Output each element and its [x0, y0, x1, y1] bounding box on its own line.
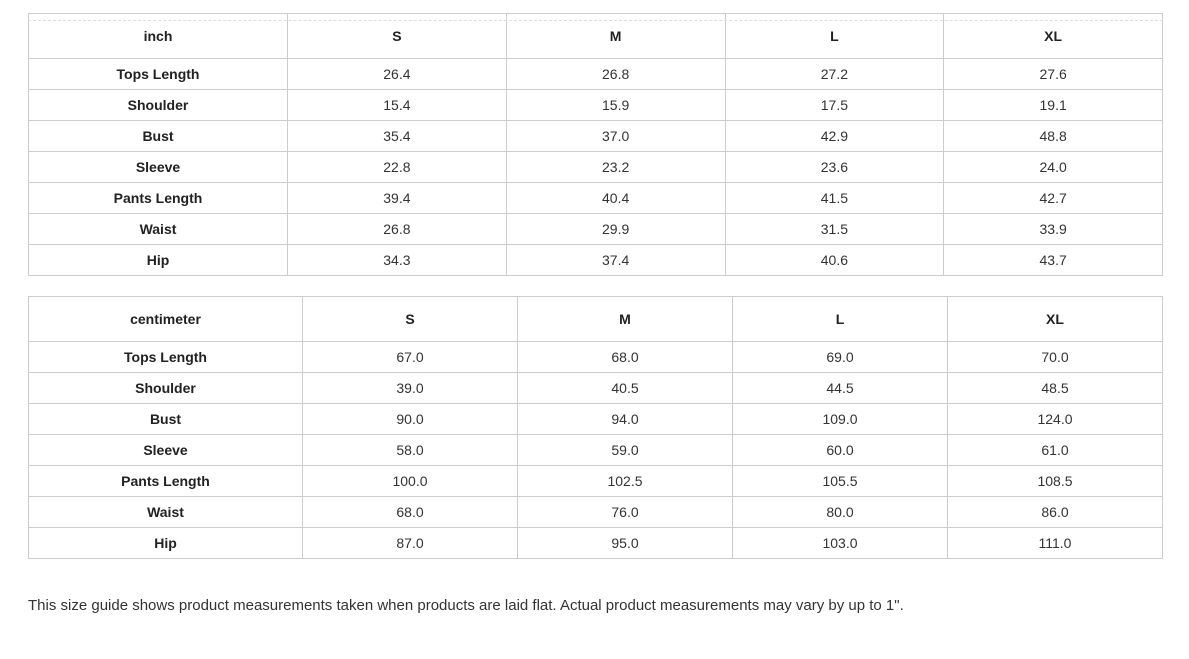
measurement-value-cell: 60.0 [733, 435, 948, 466]
top-divider [28, 20, 1163, 21]
measurement-value-cell: 95.0 [518, 528, 733, 559]
measurement-value-cell: 29.9 [506, 214, 725, 245]
size-header-cell: XL [944, 14, 1163, 59]
measurement-value-cell: 40.4 [506, 183, 725, 214]
measurement-value-cell: 40.5 [518, 373, 733, 404]
measurement-value-cell: 37.4 [506, 245, 725, 276]
measurement-value-cell: 48.5 [948, 373, 1163, 404]
measurement-value-cell: 33.9 [944, 214, 1163, 245]
measurement-value-cell: 17.5 [725, 90, 944, 121]
measurement-value-cell: 27.6 [944, 59, 1163, 90]
measurement-label-cell: Waist [29, 214, 288, 245]
measurement-value-cell: 108.5 [948, 466, 1163, 497]
table-row [29, 404, 1163, 435]
measurement-value-cell: 39.0 [303, 373, 518, 404]
measurement-label-cell: Pants Length [29, 466, 303, 497]
table-row [29, 59, 1163, 90]
table-row [29, 90, 1163, 121]
unit-header-cell: inch [29, 14, 288, 59]
measurement-label-cell: Shoulder [29, 373, 303, 404]
size-header-cell: S [303, 297, 518, 342]
measurement-label-cell: Hip [29, 528, 303, 559]
table-row [29, 183, 1163, 214]
measurement-value-cell: 42.9 [725, 121, 944, 152]
measurement-value-cell: 24.0 [944, 152, 1163, 183]
measurement-value-cell: 37.0 [506, 121, 725, 152]
measurement-value-cell: 102.5 [518, 466, 733, 497]
size-header-cell: M [506, 14, 725, 59]
measurement-value-cell: 94.0 [518, 404, 733, 435]
measurement-label-cell: Bust [29, 121, 288, 152]
measurement-value-cell: 40.6 [725, 245, 944, 276]
measurement-value-cell: 15.4 [288, 90, 507, 121]
measurement-value-cell: 42.7 [944, 183, 1163, 214]
measurement-value-cell: 41.5 [725, 183, 944, 214]
measurement-value-cell: 44.5 [733, 373, 948, 404]
table-row [29, 152, 1163, 183]
measurement-value-cell: 80.0 [733, 497, 948, 528]
measurement-label-cell: Shoulder [29, 90, 288, 121]
measurement-value-cell: 100.0 [303, 466, 518, 497]
measurement-value-cell: 58.0 [303, 435, 518, 466]
measurement-value-cell: 109.0 [733, 404, 948, 435]
measurement-value-cell: 26.4 [288, 59, 507, 90]
measurement-label-cell: Waist [29, 497, 303, 528]
measurement-value-cell: 90.0 [303, 404, 518, 435]
measurement-label-cell: Sleeve [29, 152, 288, 183]
measurement-value-cell: 68.0 [518, 342, 733, 373]
measurement-value-cell: 26.8 [506, 59, 725, 90]
size-header-cell: S [288, 14, 507, 59]
measurement-value-cell: 39.4 [288, 183, 507, 214]
size-table-centimeter [28, 296, 1163, 559]
measurement-value-cell: 23.2 [506, 152, 725, 183]
table-row [29, 528, 1163, 559]
measurement-value-cell: 22.8 [288, 152, 507, 183]
measurement-value-cell: 48.8 [944, 121, 1163, 152]
size-guide-panel [0, 13, 1189, 616]
measurement-value-cell: 61.0 [948, 435, 1163, 466]
measurement-value-cell: 59.0 [518, 435, 733, 466]
measurement-value-cell: 34.3 [288, 245, 507, 276]
measurement-value-cell: 19.1 [944, 90, 1163, 121]
measurement-label-cell: Sleeve [29, 435, 303, 466]
measurement-value-cell: 27.2 [725, 59, 944, 90]
measurement-label-cell: Bust [29, 404, 303, 435]
measurement-label-cell: Pants Length [29, 183, 288, 214]
size-guide-note: This size guide shows product measurements taken when products are laid flat. Actual product measurements may vary by up to 1". [28, 597, 904, 614]
size-header-cell: XL [948, 297, 1163, 342]
measurement-value-cell: 26.8 [288, 214, 507, 245]
measurement-label-cell: Tops Length [29, 59, 288, 90]
size-header-cell: L [725, 14, 944, 59]
table-row [29, 373, 1163, 404]
table-row [29, 342, 1163, 373]
measurement-value-cell: 31.5 [725, 214, 944, 245]
table-header-row [29, 297, 1163, 342]
table-row [29, 121, 1163, 152]
measurement-value-cell: 86.0 [948, 497, 1163, 528]
measurement-label-cell: Hip [29, 245, 288, 276]
measurement-value-cell: 76.0 [518, 497, 733, 528]
measurement-value-cell: 105.5 [733, 466, 948, 497]
measurement-value-cell: 23.6 [725, 152, 944, 183]
measurement-value-cell: 111.0 [948, 528, 1163, 559]
measurement-value-cell: 43.7 [944, 245, 1163, 276]
table-row [29, 497, 1163, 528]
measurement-value-cell: 67.0 [303, 342, 518, 373]
size-header-cell: M [518, 297, 733, 342]
unit-header-cell: centimeter [29, 297, 303, 342]
table-row [29, 214, 1163, 245]
measurement-value-cell: 124.0 [948, 404, 1163, 435]
measurement-value-cell: 68.0 [303, 497, 518, 528]
table-row [29, 435, 1163, 466]
measurement-value-cell: 87.0 [303, 528, 518, 559]
table-row [29, 466, 1163, 497]
measurement-value-cell: 35.4 [288, 121, 507, 152]
measurement-value-cell: 103.0 [733, 528, 948, 559]
size-header-cell: L [733, 297, 948, 342]
size-table-inch [28, 13, 1163, 276]
measurement-value-cell: 69.0 [733, 342, 948, 373]
measurement-value-cell: 70.0 [948, 342, 1163, 373]
measurement-value-cell: 15.9 [506, 90, 725, 121]
measurement-label-cell: Tops Length [29, 342, 303, 373]
table-row [29, 245, 1163, 276]
